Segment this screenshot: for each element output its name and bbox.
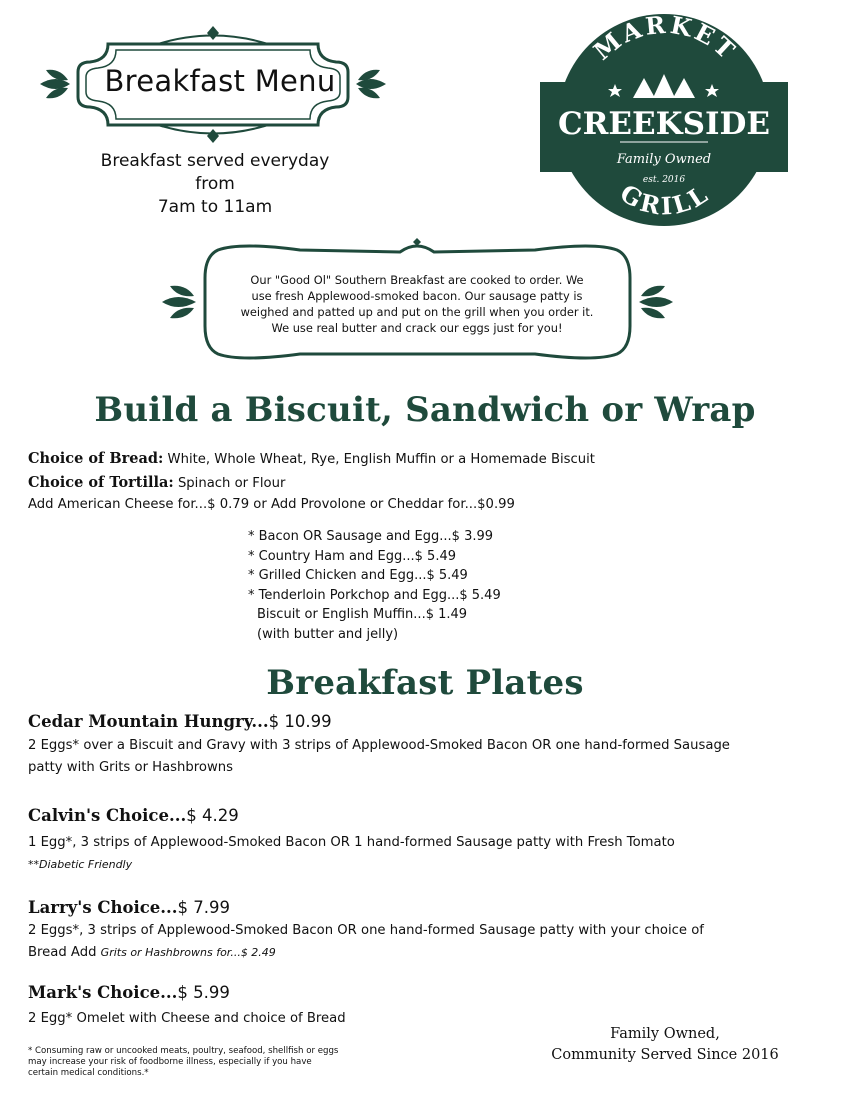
tortilla-choice-options: Spinach or Flour bbox=[177, 476, 286, 491]
serving-hours bbox=[60, 150, 370, 219]
menu-item: * Country Ham and Egg...$ 5.49 bbox=[248, 548, 456, 564]
plate-title-cedar-mountain bbox=[28, 712, 332, 731]
about-line: We use real butter and crack our eggs just for you! bbox=[271, 321, 563, 335]
plate-description-cedar-mountain bbox=[28, 735, 818, 779]
plate-title-larrys-choice bbox=[28, 898, 230, 917]
about-line: use fresh Applewood-smoked bacon. Our sausage patty is bbox=[251, 289, 583, 303]
plate-description-line: 1 Egg*, 3 strips of Applewood-Smoked Bacon OR 1 hand-formed Sausage patty with Fresh Tomato bbox=[28, 835, 675, 850]
logo-main-word: CREEKSIDE bbox=[557, 106, 771, 142]
plate-name: Mark's Choice... bbox=[28, 983, 178, 1002]
plate-price: $ 4.29 bbox=[186, 806, 239, 825]
diamond-ornament-top bbox=[207, 26, 219, 40]
bread-choice-row bbox=[28, 450, 595, 467]
plate-price: $ 5.99 bbox=[177, 983, 230, 1002]
plate-description-larrys-choice bbox=[28, 920, 818, 964]
menu-item: * Grilled Chicken and Egg...$ 5.49 bbox=[248, 568, 468, 584]
serving-hours-line: Breakfast served everyday bbox=[100, 151, 330, 171]
logo-tagline: Family Owned bbox=[616, 152, 712, 167]
logo-top-word: MARKET bbox=[587, 12, 743, 67]
about-text bbox=[205, 272, 629, 336]
plate-name: Calvin's Choice... bbox=[28, 806, 187, 825]
menu-item: * Tenderloin Porkchop and Egg...$ 5.49 bbox=[248, 587, 501, 603]
plate-description-line: patty with Grits or Hashbrowns bbox=[28, 760, 233, 775]
creekside-logo bbox=[540, 12, 788, 228]
serving-hours-line: from bbox=[195, 174, 235, 194]
logo-bottom-word: GRILL bbox=[615, 178, 715, 221]
family-owned-line: Family Owned, bbox=[610, 1026, 720, 1042]
disclaimer-line: * Consuming raw or uncooked meats, poultry, seafood, shellfish or eggs bbox=[28, 1046, 339, 1056]
addon-note: Grits or Hashbrowns for...$ 2.49 bbox=[100, 946, 276, 959]
plate-price: $ 7.99 bbox=[177, 898, 231, 917]
diamond-ornament-bottom bbox=[207, 129, 219, 143]
menu-item: (with butter and jelly) bbox=[257, 626, 399, 642]
bread-choice-options: White, Whole Wheat, Rye, English Muffin or a Homemade Biscuit bbox=[167, 452, 595, 467]
plate-name: Larry's Choice... bbox=[28, 898, 178, 917]
menu-item: Biscuit or English Muffin...$ 1.49 bbox=[257, 607, 468, 623]
disclaimer-line: certain medical conditions.* bbox=[28, 1068, 149, 1078]
tortilla-choice-row bbox=[28, 474, 285, 491]
plate-name: Cedar Mountain Hungry... bbox=[28, 712, 269, 731]
section-title-biscuit: Build a Biscuit, Sandwich or Wrap bbox=[94, 390, 756, 430]
about-line: weighed and patted up and put on the grill when you order it. bbox=[240, 305, 594, 319]
family-owned-note bbox=[525, 1024, 805, 1066]
tortilla-choice-label: Choice of Tortilla: bbox=[28, 474, 174, 491]
cheese-addon-line: Add American Cheese for...$ 0.79 or Add Provolone or Cheddar for...$0.99 bbox=[28, 497, 515, 512]
serving-hours-line: 7am to 11am bbox=[157, 197, 273, 217]
biscuit-items-list bbox=[248, 527, 501, 645]
plate-price: $ 10.99 bbox=[268, 712, 332, 731]
section-title-plates: Breakfast Plates bbox=[266, 663, 584, 703]
about-line: Our "Good Ol" Southern Breakfast are cooked to order. We bbox=[250, 273, 584, 287]
diabetic-friendly-note: **Diabetic Friendly bbox=[28, 858, 133, 871]
family-owned-line: Community Served Since 2016 bbox=[551, 1047, 779, 1063]
disclaimer-line: may increase your risk of foodborne illness, especially if you have bbox=[28, 1057, 312, 1067]
bread-choice-label: Choice of Bread: bbox=[28, 450, 164, 467]
food-safety-disclaimer bbox=[28, 1046, 408, 1079]
banner-title: Breakfast Menu bbox=[104, 64, 336, 98]
plate-description-line: 2 Egg* Omelet with Cheese and choice of Bread bbox=[28, 1011, 346, 1026]
plate-description-line: 2 Eggs* over a Biscuit and Gravy with 3 strips of Applewood-Smoked Bacon OR one hand-formed Sausage bbox=[28, 738, 730, 753]
menu-item: * Bacon OR Sausage and Egg...$ 3.99 bbox=[248, 529, 494, 544]
plate-description-calvins-choice bbox=[28, 832, 818, 876]
plate-description-text: Bread Add bbox=[28, 945, 97, 960]
logo-established: est. 2016 bbox=[642, 175, 686, 185]
plate-title-calvins-choice bbox=[28, 806, 239, 825]
plate-title-marks-choice bbox=[28, 983, 230, 1002]
plate-description-line: 2 Eggs*, 3 strips of Applewood-Smoked Bacon OR one hand-formed Sausage patty with your choice of bbox=[28, 923, 704, 938]
plate-description-line-2 bbox=[28, 942, 818, 964]
